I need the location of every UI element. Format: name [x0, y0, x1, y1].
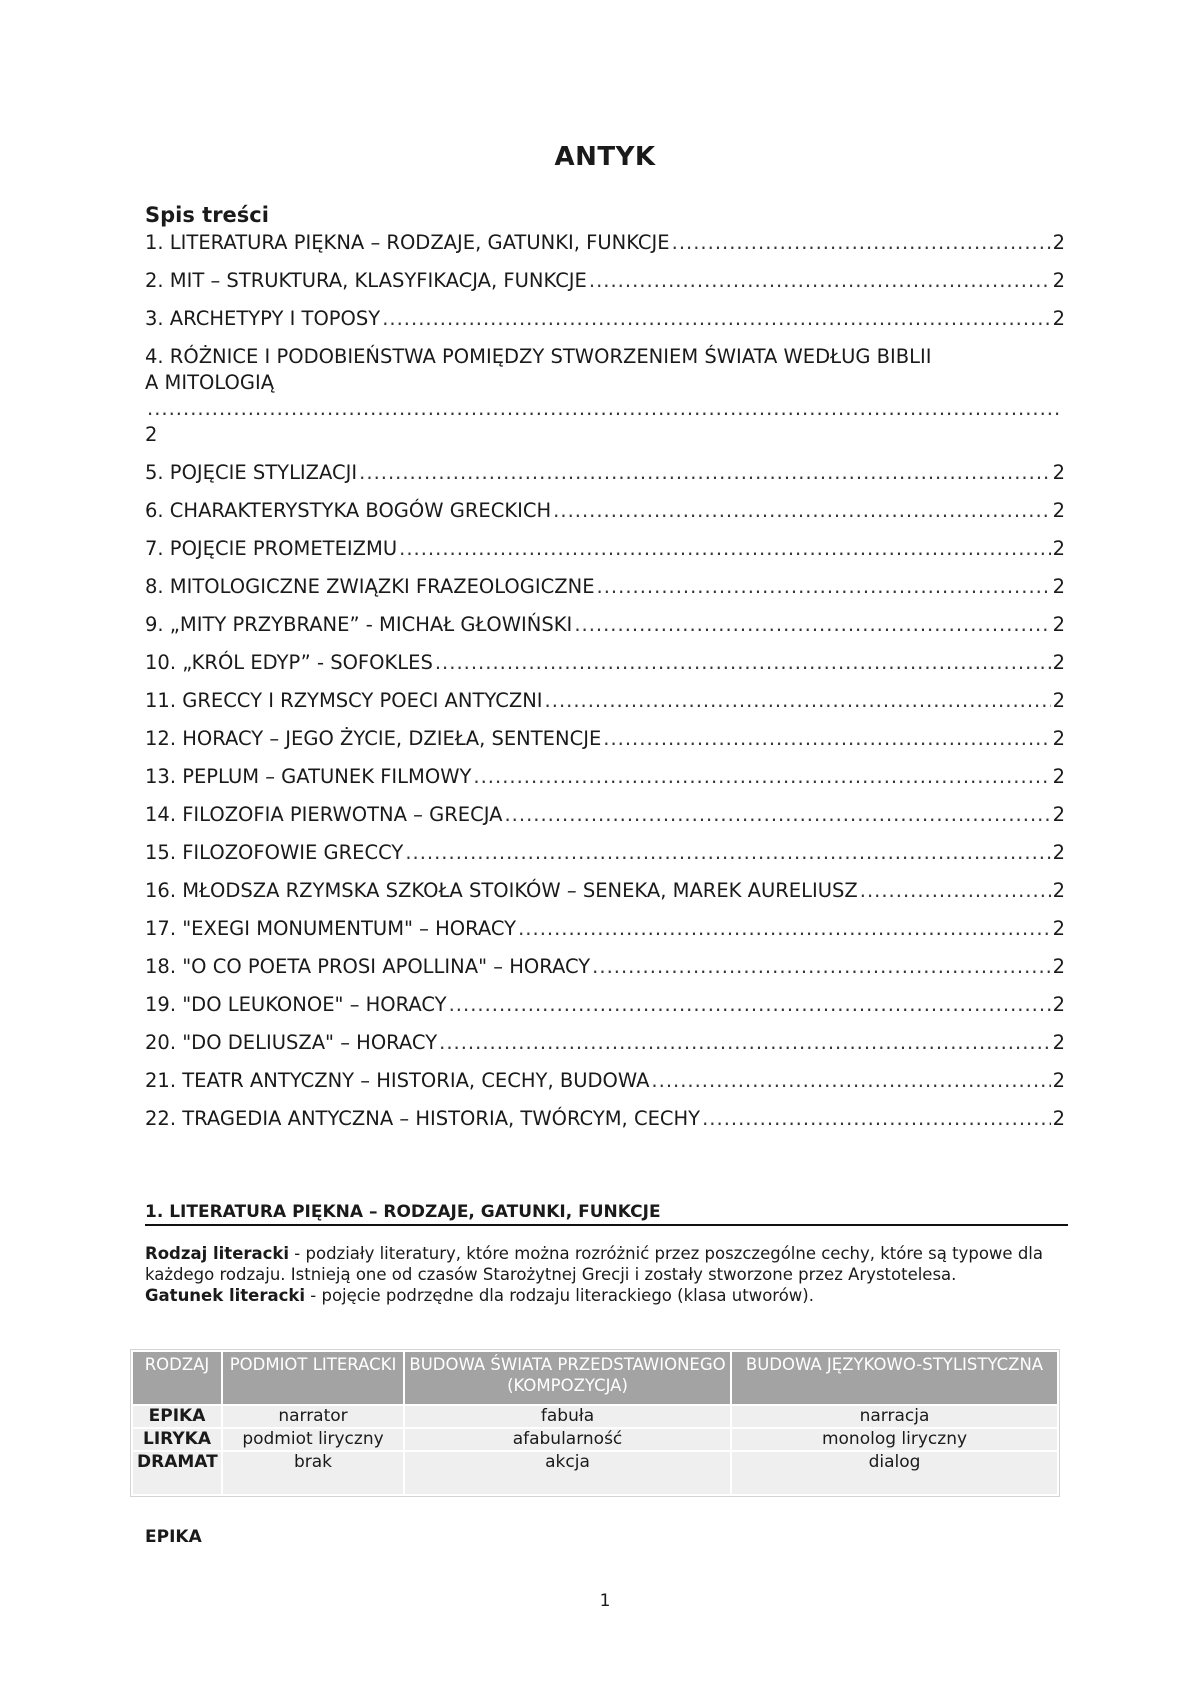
toc-item-page: 2 — [1052, 765, 1065, 788]
toc-item-page: 2 — [1052, 955, 1065, 978]
toc-leader-dots — [399, 536, 1050, 562]
toc-leader-dots — [449, 992, 1051, 1018]
toc-leader-dots — [702, 1106, 1050, 1132]
toc-item-label: 13. PEPLUM – GATUNEK FILMOWY — [145, 765, 472, 788]
toc-item-label: 22. TRAGEDIA ANTYCZNA – HISTORIA, TWÓRCYM, CECHY — [145, 1107, 701, 1130]
toc-item-label: 12. HORACY – JEGO ŻYCIE, DZIEŁA, SENTENCJE — [145, 727, 602, 750]
toc-item-label: 5. POJĘCIE STYLIZACJI — [145, 461, 358, 484]
toc-item[interactable] — [145, 650, 1065, 676]
toc-item-page: 2 — [1052, 575, 1065, 598]
toc-item-page: 2 — [1052, 917, 1065, 940]
toc-item-page: 2 — [1052, 689, 1065, 712]
toc-item[interactable] — [145, 726, 1065, 752]
toc-item[interactable] — [145, 268, 1065, 294]
toc-item[interactable] — [145, 574, 1065, 600]
table-cell: podmiot liryczny — [222, 1428, 404, 1451]
toc-item-page: 2 — [1052, 231, 1065, 254]
toc-item-label: 16. MŁODSZA RZYMSKA SZKOŁA STOIKÓW – SENEKA, MAREK AURELIUSZ — [145, 879, 858, 902]
toc-item-page: 2 — [1052, 269, 1065, 292]
toc-item[interactable] — [145, 802, 1065, 828]
toc-item-label: 4. RÓŻNICE I PODOBIEŃSTWA POMIĘDZY STWORZENIEM ŚWIATA WEDŁUG BIBLII — [145, 345, 932, 368]
toc-leader-dots — [603, 726, 1050, 752]
toc-item-page: 2 — [1052, 803, 1065, 826]
toc-item-page: 2 — [145, 423, 158, 446]
toc-item-page: 2 — [1052, 537, 1065, 560]
toc-item[interactable] — [145, 498, 1065, 524]
toc-item-label: 9. „MITY PRZYBRANE” - MICHAŁ GŁOWIŃSKI — [145, 613, 573, 636]
toc-leader-dots — [860, 878, 1051, 904]
toc-item[interactable] — [145, 612, 1065, 638]
toc-item-page: 2 — [1052, 499, 1065, 522]
toc-item-page: 2 — [1052, 307, 1065, 330]
table-row-header: LIRYKA — [132, 1428, 222, 1451]
toc-item[interactable] — [145, 840, 1065, 866]
toc-item-label: 1. LITERATURA PIĘKNA – RODZAJE, GATUNKI, FUNKCJE — [145, 231, 670, 254]
toc-item-page: 2 — [1052, 613, 1065, 636]
toc-leader-dots — [147, 396, 1063, 422]
table-cell: dialog — [731, 1451, 1058, 1495]
toc-leader-dots — [672, 230, 1051, 256]
toc-item[interactable] — [145, 1068, 1065, 1094]
toc-leader-dots — [473, 764, 1050, 790]
toc-leader-dots — [439, 1030, 1050, 1056]
toc-item-label: 18. "O CO POETA PROSI APOLLINA" – HORACY — [145, 955, 591, 978]
toc-leader-dots — [405, 840, 1050, 866]
toc-leader-dots — [504, 802, 1050, 828]
table-row — [132, 1405, 1058, 1428]
def-term-rodzaj: Rodzaj literacki — [145, 1244, 290, 1263]
toc-item-page: 2 — [1052, 1031, 1065, 1054]
toc-leader-dots — [435, 650, 1051, 676]
toc-item-label: 10. „KRÓL EDYP” - SOFOKLES — [145, 651, 433, 674]
toc-item[interactable] — [145, 916, 1065, 942]
table-header-cell: RODZAJ — [132, 1351, 222, 1405]
toc-item-page: 2 — [1052, 1107, 1065, 1130]
toc-leader-dots — [651, 1068, 1050, 1094]
toc-item-page: 2 — [1052, 651, 1065, 674]
toc-item-label: 11. GRECCY I RZYMSCY POECI ANTYCZNI — [145, 689, 543, 712]
toc-item-label: 3. ARCHETYPY I TOPOSY — [145, 307, 381, 330]
table-row — [132, 1451, 1058, 1495]
toc-item-label: 8. MITOLOGICZNE ZWIĄZKI FRAZEOLOGICZNE — [145, 575, 595, 598]
table-cell: monolog liryczny — [731, 1428, 1058, 1451]
toc-item-page: 2 — [1052, 879, 1065, 902]
toc-item-label: 17. "EXEGI MONUMENTUM" – HORACY — [145, 917, 517, 940]
toc-item-label: 19. "DO LEUKONOE" – HORACY — [145, 993, 447, 1016]
toc-leader-dots — [518, 916, 1050, 942]
toc-item[interactable] — [145, 764, 1065, 790]
table-row-header: DRAMAT — [132, 1451, 222, 1495]
toc-item-label: 7. POJĘCIE PROMETEIZMU — [145, 537, 398, 560]
toc-item[interactable] — [145, 306, 1065, 332]
toc-item-page: 2 — [1052, 1069, 1065, 1092]
definitions-paragraph — [145, 1243, 1065, 1306]
toc-item-label: 20. "DO DELIUSZA" – HORACY — [145, 1031, 438, 1054]
def-text-gatunek: - pojęcie podrzędne dla rodzaju literackiego (klasa utworów). — [305, 1286, 814, 1305]
toc-leader-dots — [553, 498, 1050, 524]
toc-item[interactable] — [145, 1106, 1065, 1132]
table-cell: narrator — [222, 1405, 404, 1428]
document-title: ANTYK — [554, 142, 656, 172]
def-text-rodzaj: - podziały literatury, które można rozróżnić przez poszczególne cechy, które są typowe dla każdego rodzaju. Istnieją one od czasów Starożytnej Grecji i zostały stworzone przez Arystotelesa. — [145, 1244, 1043, 1284]
page-number: 1 — [599, 1591, 611, 1611]
toc-leader-dots — [545, 688, 1051, 714]
toc-leader-dots — [597, 574, 1051, 600]
toc-heading: Spis treści — [145, 203, 269, 227]
table-cell: afabularność — [404, 1428, 731, 1451]
toc-item-label: 21. TEATR ANTYCZNY – HISTORIA, CECHY, BUDOWA — [145, 1069, 650, 1092]
toc-item[interactable] — [145, 230, 1065, 256]
toc-item[interactable] — [145, 460, 1065, 486]
toc-item-page: 2 — [1052, 727, 1065, 750]
toc-item-label: 6. CHARAKTERYSTYKA BOGÓW GRECKICH — [145, 499, 552, 522]
table-header-cell: PODMIOT LITERACKI — [222, 1351, 404, 1405]
toc-item-page: 2 — [1052, 993, 1065, 1016]
toc-item[interactable] — [145, 954, 1065, 980]
table-cell: brak — [222, 1451, 404, 1495]
table-cell: fabuła — [404, 1405, 731, 1428]
table-header-cell: BUDOWA ŚWIATA PRZEDSTAWIONEGO (KOMPOZYCJA) — [404, 1351, 731, 1405]
toc-item-label: 15. FILOZOFOWIE GRECCY — [145, 841, 404, 864]
table-header-row — [132, 1351, 1058, 1405]
table-cell: akcja — [404, 1451, 731, 1495]
toc-leader-dots — [382, 306, 1050, 332]
def-term-gatunek: Gatunek literacki — [145, 1286, 306, 1305]
toc-leader-dots — [359, 460, 1050, 486]
toc-item[interactable] — [145, 688, 1065, 714]
table-of-contents — [145, 230, 1065, 1144]
table-row — [132, 1428, 1058, 1451]
genres-table — [131, 1350, 1059, 1496]
toc-item-page: 2 — [1052, 841, 1065, 864]
toc-item[interactable] — [145, 536, 1065, 562]
toc-item-label: 14. FILOZOFIA PIERWOTNA – GRECJA — [145, 803, 503, 826]
toc-item-page: 2 — [1052, 461, 1065, 484]
table-row-header: EPIKA — [132, 1405, 222, 1428]
toc-leader-dots — [589, 268, 1051, 294]
toc-item-label: 2. MIT – STRUKTURA, KLASYFIKACJA, FUNKCJE — [145, 269, 587, 292]
toc-item[interactable] — [145, 344, 1065, 448]
toc-item[interactable] — [145, 992, 1065, 1018]
table-cell: narracja — [731, 1405, 1058, 1428]
toc-item-label-continued: A MITOLOGIĄ — [145, 371, 275, 394]
table-header-cell: BUDOWA JĘZYKOWO-STYLISTYCZNA — [731, 1351, 1058, 1405]
epika-subheading: EPIKA — [145, 1527, 202, 1547]
toc-item[interactable] — [145, 878, 1065, 904]
section-heading: 1. LITERATURA PIĘKNA – RODZAJE, GATUNKI, FUNKCJE — [145, 1202, 1068, 1226]
toc-item[interactable] — [145, 1030, 1065, 1056]
toc-leader-dots — [574, 612, 1050, 638]
toc-leader-dots — [592, 954, 1050, 980]
